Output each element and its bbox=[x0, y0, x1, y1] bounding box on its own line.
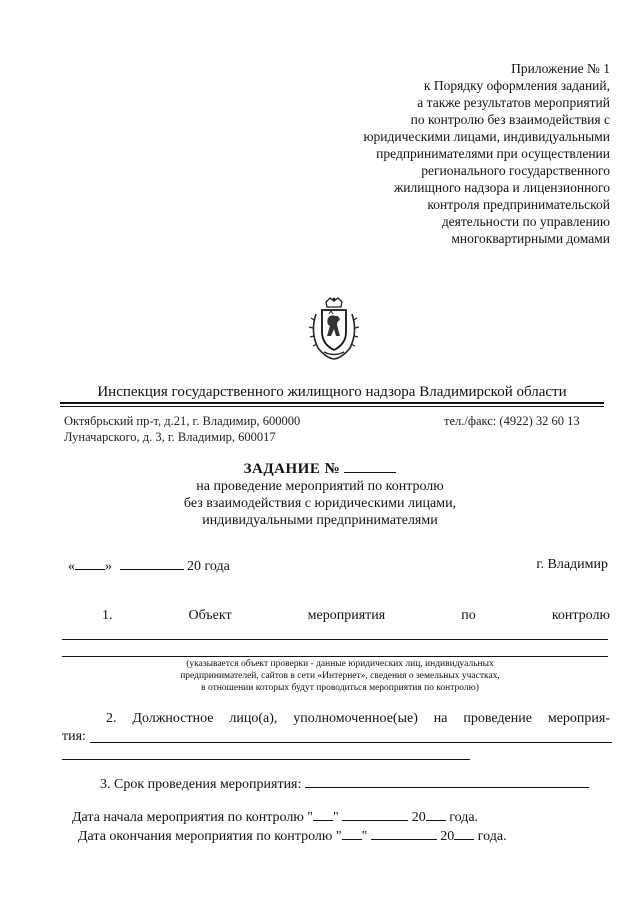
start-century: 20 bbox=[411, 810, 426, 825]
item-2-continuation: тия: bbox=[62, 729, 86, 744]
start-date-label: Дата начала мероприятия по контролю " bbox=[72, 810, 314, 825]
appendix-line: Приложение № 1 bbox=[511, 61, 610, 76]
appendix-line: предпринимателями при осуществлении bbox=[376, 146, 610, 161]
end-date-label: Дата окончания мероприятия по контролю " bbox=[78, 829, 342, 844]
task-subtitle bbox=[0, 478, 640, 529]
task-heading-text: ЗАДАНИЕ № bbox=[243, 461, 341, 477]
task-subtitle-line: на проведение мероприятий по контролю bbox=[196, 479, 444, 494]
appendix-line: деятельности по управлению bbox=[441, 214, 610, 229]
object-field-line-2[interactable] bbox=[62, 656, 608, 657]
object-field-note bbox=[120, 658, 560, 694]
open-quote: « bbox=[68, 559, 75, 574]
end-date-row bbox=[78, 827, 507, 845]
item-1-word: 1. bbox=[102, 608, 113, 623]
note-line: в отношении которых будут проводиться мероприятия по контролю) bbox=[201, 683, 479, 693]
organization-title: Инспекция государственного жилищного надзора Владимирской области bbox=[97, 384, 567, 400]
task-number-blank[interactable] bbox=[344, 459, 396, 473]
end-century: 20 bbox=[440, 829, 455, 844]
appendix-line: к Порядку оформления заданий, bbox=[423, 78, 610, 93]
appendix-line: многоквартирными домами bbox=[451, 231, 610, 246]
duration-blank[interactable] bbox=[305, 775, 589, 788]
note-line: (указывается объект проверки - данные юридических лиц, индивидуальных bbox=[186, 659, 494, 669]
year-text: 20 года bbox=[187, 559, 230, 574]
appendix-line: а также результатов мероприятий bbox=[417, 95, 610, 110]
appendix-line: по контролю без взаимодействия с bbox=[410, 112, 610, 127]
start-month-blank[interactable] bbox=[342, 808, 408, 821]
official-field-line-2[interactable] bbox=[62, 759, 470, 760]
task-subtitle-line: индивидуальными предпринимателями bbox=[202, 513, 438, 528]
appendix-block bbox=[310, 60, 610, 247]
start-day-blank[interactable] bbox=[313, 808, 333, 821]
city-label: г. Владимир bbox=[536, 557, 608, 572]
item-3-row bbox=[100, 775, 589, 793]
phone-fax: тел./факс: (4922) 32 60 13 bbox=[444, 414, 580, 428]
address-line-2: Луначарского, д. 3, г. Владимир, 600017 bbox=[64, 430, 276, 444]
item-1-heading bbox=[102, 608, 610, 624]
appendix-line: юридическими лицами, индивидуальными bbox=[363, 129, 610, 144]
object-field-line-1[interactable] bbox=[62, 639, 608, 640]
item-1-word: мероприятия bbox=[307, 608, 386, 623]
start-year-blank[interactable] bbox=[426, 808, 446, 821]
item-1-word: по bbox=[461, 608, 476, 623]
appendix-line: регионального государственного bbox=[421, 163, 610, 178]
header-divider-thin bbox=[60, 406, 604, 407]
close-quote: » bbox=[105, 559, 112, 574]
end-year-word: года. bbox=[477, 829, 507, 844]
item-2-text: 2. Должностное лицо(а), уполномоченное(ые) на проведение мероприя- bbox=[106, 711, 610, 726]
item-1-word: контролю bbox=[551, 608, 610, 623]
appendix-line: контроля предпринимательской bbox=[427, 197, 610, 212]
end-quote: " bbox=[361, 829, 368, 844]
task-subtitle-line: без взаимодействия с юридическими лицами, bbox=[183, 496, 457, 511]
start-date-row bbox=[72, 808, 478, 826]
address-line-1: Октябрьский пр-т, д.21, г. Владимир, 600000 bbox=[64, 414, 301, 428]
month-blank[interactable] bbox=[120, 557, 184, 570]
end-day-blank[interactable] bbox=[342, 827, 362, 840]
task-heading bbox=[0, 459, 640, 478]
end-year-blank[interactable] bbox=[454, 827, 474, 840]
item-3-text: 3. Срок проведения мероприятия: bbox=[100, 777, 302, 792]
appendix-line: жилищного надзора и лицензионного bbox=[393, 180, 610, 195]
coat-of-arms-icon bbox=[306, 296, 362, 362]
item-1-word: Объект bbox=[188, 608, 232, 623]
day-blank[interactable] bbox=[75, 557, 105, 570]
official-field-line-1[interactable] bbox=[90, 742, 612, 743]
date-row bbox=[68, 557, 230, 575]
start-year-word: года. bbox=[449, 810, 479, 825]
end-month-blank[interactable] bbox=[371, 827, 437, 840]
header-divider-thick bbox=[60, 402, 604, 404]
note-line: предпринимателей, сайтов в сети «Интернет», сведения о земельных участках, bbox=[180, 671, 500, 681]
start-quote: " bbox=[333, 810, 339, 825]
